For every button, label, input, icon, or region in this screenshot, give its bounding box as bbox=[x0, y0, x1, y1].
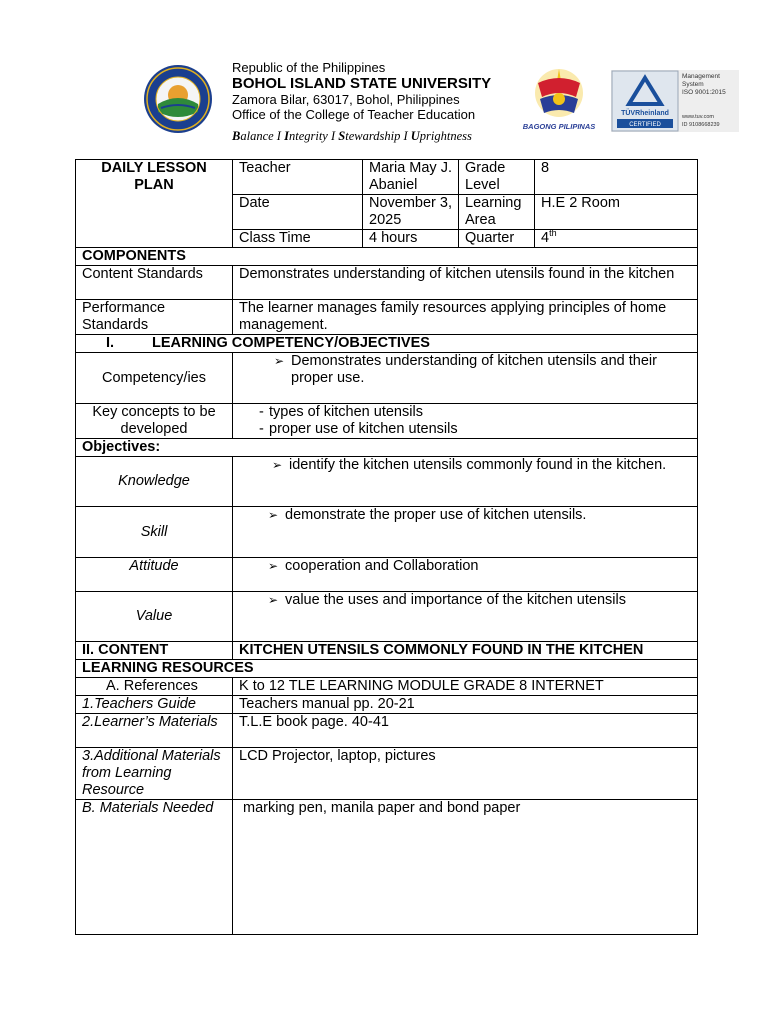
bullet-arrow-icon: ➢ bbox=[273, 354, 285, 368]
bagong-pilipinas-logo bbox=[518, 63, 600, 135]
learners-materials-value: T.L.E book page. 40-41 bbox=[233, 714, 698, 748]
bullet-arrow-icon: ➢ bbox=[267, 508, 279, 522]
table-row bbox=[76, 696, 698, 714]
key-concepts-label: Key concepts to be developed bbox=[76, 404, 233, 439]
attitude-value: ➢ cooperation and Collaboration bbox=[233, 558, 698, 592]
content-label: II. CONTENT bbox=[76, 642, 233, 660]
objectives-heading: Objectives: bbox=[76, 439, 698, 457]
key-concepts-value: - types of kitchen utensils - proper use of kitchen utensils bbox=[233, 404, 698, 439]
value-label: Value bbox=[76, 592, 233, 642]
svg-text:System: System bbox=[682, 81, 704, 88]
address-line: Zamora Bilar, 63017, Bohol, Philippines bbox=[232, 92, 460, 107]
quarter-label: Quarter bbox=[459, 230, 535, 248]
quarter-value: 4th bbox=[535, 230, 698, 248]
teacher-label: Teacher bbox=[233, 160, 363, 195]
performance-standards-label: Performance Standards bbox=[76, 300, 233, 335]
office-line: Office of the College of Teacher Education bbox=[232, 107, 476, 122]
learners-materials-label: 2.Learner’s Materials bbox=[76, 714, 233, 748]
content-standards-label: Content Standards bbox=[76, 266, 233, 300]
republic-line: Republic of the Philippines bbox=[232, 60, 386, 75]
skill-label: Skill bbox=[76, 507, 233, 558]
svg-text:ISO 9001:2015: ISO 9001:2015 bbox=[682, 89, 726, 96]
performance-standards-value: The learner manages family resources applying principles of home management. bbox=[233, 300, 698, 335]
content-value: KITCHEN UTENSILS COMMONLY FOUND IN THE KITCHEN bbox=[233, 642, 698, 660]
bagong-pilipinas-text: BAGONG PILIPINAS bbox=[522, 122, 596, 131]
grade-label: Grade Level bbox=[459, 160, 535, 195]
value-value: ➢ value the uses and importance of the kitchen utensils bbox=[233, 592, 698, 642]
svg-text:CERTIFIED: CERTIFIED bbox=[629, 122, 661, 128]
plan-title: DAILY LESSON PLAN bbox=[76, 160, 233, 248]
table-row bbox=[76, 660, 698, 678]
table-row bbox=[76, 353, 698, 404]
time-label: Class Time bbox=[233, 230, 363, 248]
knowledge-label: Knowledge bbox=[76, 457, 233, 507]
bullet-arrow-icon: ➢ bbox=[267, 559, 279, 573]
grade-value: 8 bbox=[535, 160, 698, 195]
competency-value: ➢ Demonstrates understanding of kitchen utensils and their proper use. bbox=[233, 353, 698, 404]
date-label: Date bbox=[233, 195, 363, 230]
knowledge-value: ➢ identify the kitchen utensils commonly found in the kitchen. bbox=[233, 457, 698, 507]
area-label: Learning Area bbox=[459, 195, 535, 230]
table-row bbox=[76, 439, 698, 457]
table-row bbox=[76, 300, 698, 335]
svg-text:ID 9108668239: ID 9108668239 bbox=[682, 122, 720, 128]
attitude-label: Attitude bbox=[76, 558, 233, 592]
list-item: types of kitchen utensils bbox=[269, 404, 423, 420]
competency-heading: I. LEARNING COMPETENCY/OBJECTIVES bbox=[76, 335, 698, 353]
date-value: November 3, 2025 bbox=[363, 195, 459, 230]
competency-label: Competency/ies bbox=[76, 353, 233, 404]
table-row bbox=[76, 714, 698, 748]
materials-needed-value: marking pen, manila paper and bond paper bbox=[233, 800, 698, 935]
skill-value: ➢ demonstrate the proper use of kitchen utensils. bbox=[233, 507, 698, 558]
table-row bbox=[76, 592, 698, 642]
additional-materials-label: 3.Additional Materials from Learning Resource bbox=[76, 748, 233, 800]
teachers-guide-value: Teachers manual pp. 20-21 bbox=[233, 696, 698, 714]
table-row bbox=[76, 160, 698, 195]
references-label: A. References bbox=[76, 678, 233, 696]
references-value: K to 12 TLE LEARNING MODULE GRADE 8 INTERNET bbox=[233, 678, 698, 696]
motto: Balance I Integrity I Stewardship I Uprightness bbox=[232, 129, 472, 143]
svg-text:TÜVRheinland: TÜVRheinland bbox=[621, 110, 669, 117]
table-row bbox=[76, 642, 698, 660]
table-row bbox=[76, 457, 698, 507]
table-row bbox=[76, 248, 698, 266]
list-item: proper use of kitchen utensils bbox=[269, 421, 458, 437]
table-row bbox=[76, 404, 698, 439]
time-value: 4 hours bbox=[363, 230, 459, 248]
table-row bbox=[76, 678, 698, 696]
additional-materials-value: LCD Projector, laptop, pictures bbox=[233, 748, 698, 800]
materials-needed-label: B. Materials Needed bbox=[76, 800, 233, 935]
university-name: BOHOL ISLAND STATE UNIVERSITY bbox=[232, 75, 492, 92]
svg-text:Management: Management bbox=[682, 73, 720, 80]
teachers-guide-label: 1.Teachers Guide bbox=[76, 696, 233, 714]
table-row bbox=[76, 800, 698, 935]
svg-text:www.tuv.com: www.tuv.com bbox=[682, 114, 714, 120]
bullet-arrow-icon: ➢ bbox=[271, 458, 283, 472]
table-row bbox=[76, 748, 698, 800]
table-row bbox=[76, 335, 698, 353]
university-seal-logo bbox=[143, 64, 213, 134]
table-row bbox=[76, 266, 698, 300]
resources-heading: LEARNING RESOURCES bbox=[76, 660, 698, 678]
iso-certification-badge bbox=[611, 70, 739, 132]
daily-lesson-plan-table bbox=[75, 159, 698, 935]
table-row bbox=[76, 558, 698, 592]
table-row bbox=[76, 507, 698, 558]
letterhead bbox=[232, 60, 491, 144]
area-value: H.E 2 Room bbox=[535, 195, 698, 230]
bullet-arrow-icon: ➢ bbox=[267, 593, 279, 607]
components-heading: COMPONENTS bbox=[76, 248, 698, 266]
content-standards-value: Demonstrates understanding of kitchen utensils found in the kitchen bbox=[233, 266, 698, 300]
teacher-value: Maria May J. Abaniel bbox=[363, 160, 459, 195]
